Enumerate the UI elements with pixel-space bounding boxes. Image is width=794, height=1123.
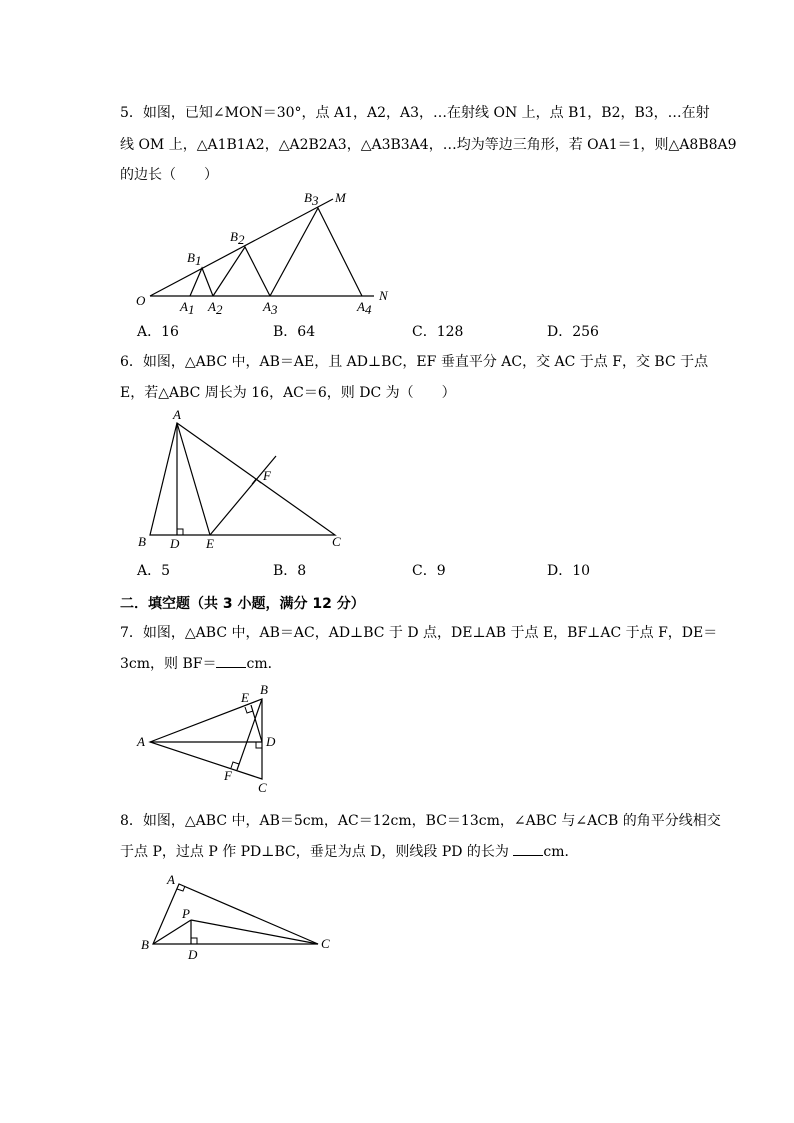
label-F: F <box>224 768 232 783</box>
label-D: D <box>170 536 180 551</box>
q8-text-after-blank: cm． <box>543 844 579 860</box>
label-A1: A1 <box>180 299 195 317</box>
q6-text-line-1: 6．如图，△ABC 中，AB＝AE，且 AD⊥BC，EF 垂直平分 AC，交 AC 于点 F，交 BC 于点 <box>120 354 709 370</box>
label-A4: A4 <box>357 299 372 317</box>
q5-option-c[interactable]: C．128 <box>412 324 464 340</box>
triangle-ABC <box>153 884 318 944</box>
q5-text-line-1: 5．如图，已知∠MON＝30°，点 A1，A2，A3，…在射线 ON 上，点 B1，B2，B3，…在射 <box>120 105 710 121</box>
q5-option-b[interactable]: B．64 <box>273 324 316 340</box>
label-B: B <box>260 682 268 697</box>
q6-option-c[interactable]: C．9 <box>412 563 446 579</box>
label-A3: A3 <box>263 299 278 317</box>
q6-option-a[interactable]: A．5 <box>137 563 171 579</box>
label-B1: B1 <box>187 250 202 268</box>
q7-text-line-1: 7．如图，△ABC 中，AB＝AC，AD⊥BC 于 D 点，DE⊥AB 于点 E，BF⊥AC 于点 F，DE＝ <box>120 625 718 641</box>
label-N: N <box>379 288 388 303</box>
right-angle-D <box>191 938 197 944</box>
label-C: C <box>321 936 330 951</box>
q5-option-a[interactable]: A．16 <box>137 324 179 340</box>
label-A: A <box>173 407 181 422</box>
segment-CP <box>191 920 318 944</box>
q5-option-d[interactable]: D．256 <box>547 324 599 340</box>
label-E: E <box>241 690 249 705</box>
q6-option-d[interactable]: D．10 <box>547 563 591 579</box>
q8-text-before-blank: 于点 P，过点 P 作 PD⊥BC，垂足为点 D，则线段 PD 的长为 <box>120 844 509 860</box>
label-B: B <box>138 534 146 549</box>
label-F: F <box>263 468 271 483</box>
label-C: C <box>332 534 341 549</box>
section-title-fill-in: 二．填空题（共 3 小题，满分 12 分） <box>120 596 365 612</box>
label-P: P <box>182 906 190 921</box>
label-C: C <box>258 780 267 795</box>
q7-text-before-blank: 3cm，则 BF＝ <box>120 656 217 672</box>
q7-text-after-blank: cm． <box>246 656 282 672</box>
label-D: D <box>188 947 198 962</box>
q5-text-line-2: 线 OM 上，△A1B1A2，△A2B2A3，△A3B3A4，…均为等边三角形，若 OA1＝1，则△A8B8A9 <box>120 137 737 153</box>
label-D: D <box>266 734 276 749</box>
q6-text-line-2: E，若△ABC 周长为 16，AC＝6，则 DC 为（ ） <box>120 385 456 401</box>
label-A: A <box>167 872 175 887</box>
q6-option-b[interactable]: B．8 <box>273 563 307 579</box>
label-B2: B2 <box>230 229 245 247</box>
label-O: O <box>136 293 146 308</box>
label-E: E <box>206 536 214 551</box>
label-A2: A2 <box>208 299 223 317</box>
label-B3: B3 <box>304 190 319 208</box>
label-A: A <box>137 734 145 749</box>
q5-text-line-3: 的边长（ ） <box>120 167 218 183</box>
q8-text-line-1: 8．如图，△ABC 中，AB＝5cm，AC＝12cm，BC＝13cm，∠ABC 与∠ACB 的角平分线相交 <box>120 813 721 829</box>
label-B: B <box>141 937 149 952</box>
label-M: M <box>335 190 346 205</box>
